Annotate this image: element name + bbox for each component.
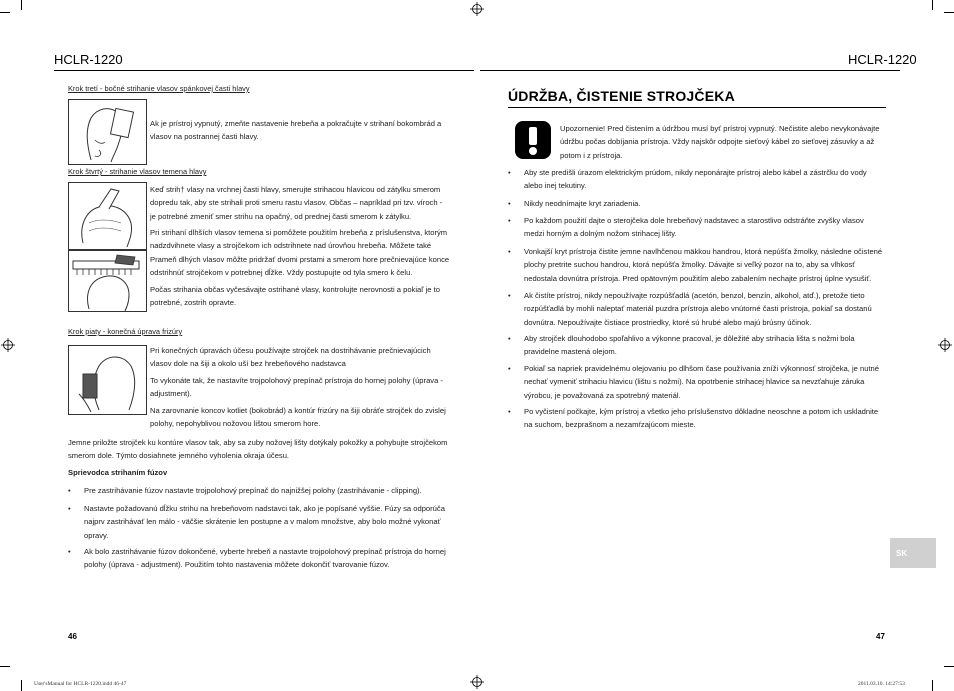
- page-number-left: 46: [68, 632, 77, 641]
- crop-mark: [944, 12, 954, 13]
- crop-mark: [944, 666, 954, 667]
- step4-illustration-top: [68, 182, 147, 250]
- language-tab-label: SK: [896, 549, 908, 558]
- beard-bullet-text: Pre zastrihávanie fúzov nastavte trojpolohový prepínač do najnižšej polohy (zastrihávanie - clipping).: [84, 486, 422, 495]
- registration-mark-icon: [938, 338, 952, 352]
- step3-illustration: [68, 99, 147, 165]
- step5-text-2: To vykonáte tak, že nastavíte trojpolohový prepínač prístroja do hornej polohy (úprava - adjustment).: [150, 376, 443, 399]
- warning-text: Upozornenie! Pred čistením a údržbou musí byť prístroj vypnutý. Nečistite alebo nevykonávajte údržbu počas dobíjania prístroja. Vždy najskôr odpojte sieťový kábel zo sieťovej zásuvky a až potom i z prístroja.: [560, 124, 880, 160]
- maintenance-bullet-text: Nikdy neodnímajte kryt zariadenia.: [524, 199, 641, 208]
- crop-mark: [21, 0, 22, 10]
- model-name-right: HCLR-1220: [848, 52, 917, 67]
- neck-trim-icon: [69, 346, 146, 414]
- page-title: ÚDRŽBA, ČISTENIE STROJČEKA: [508, 88, 735, 104]
- maintenance-bullet-text: Ak čistíte prístroj, nikdy nepoužívajte rozpúšťadlá (acetón, benzol, benzín, alkohol, atď.), pretože tieto rozpúšťadlá by mohli naleptať materiál puzdra prístroja alebo vnútorné časti prístroja, pokiaľ sa dostanú dovnútra. Nepoužívajte čistiace prostriedky, ktoré sú hrubé alebo majú brúsny účinok.: [524, 291, 872, 327]
- step5-heading: Krok piaty - konečná úprava frizúry: [68, 327, 183, 336]
- title-rule: [508, 107, 886, 108]
- maintenance-bullet-text: Pokiaľ sa napriek pravidelnému olejovaniu po dlhšom čase používania zníži výkonnosť strojčeka, je nutné nechať vymeniť strihaciu hlavicu (lištu s nožmi). Na opotrbenie strihacej hlavice sa nevzťahuje záruka výrobcu, je považovaná za spotrebný materiál.: [524, 364, 879, 400]
- head-top-trim-icon: [69, 183, 146, 249]
- beard-bullet-text: Nastavte požadovanú dĺžku strihu na hrebeňovom nadstavci tak, ako je popísané vyššie. Fúzy sa odporúča najprv zastrihávať len málo - väčšie skrátenie len postupne a v malom množstve, aby bolo možné vykonať opravy.: [84, 504, 445, 540]
- beard-bullet-text: Ak bolo zastrihávanie fúzov dokončené, vyberte hrebeň a nastavte trojpolohový prepínač prístroja do hornej polohy (úprava - adjustment). Použitím tohto nastavenia môžete dokončiť tvarovanie fúzov.: [84, 547, 446, 570]
- registration-mark-icon: [1, 338, 15, 352]
- step5-text-1: Pri konečných úpravách účesu používajte strojček na dostrihávanie prečnievajúcich vlasov dole na šiji a okolo uší bez hrebeňového nadstavca: [150, 346, 431, 369]
- footer-file-name: User'sManual for HCLR-1220.indd 46-47: [34, 681, 127, 687]
- step4-text-2: Pri strihaní dlhších vlasov temena si pomôžete použitím hrebeňa z príslušenstva, ktorým nadzdvihnete vlasy a strojčekom ich odstrihnete nad úrovňou hrebeňa. Môžete také Prameň dlhých vlasov môžte pridržať dvomi prstami a smerom hore prečnievajúce konce odstrihnúť strojčekom v potrebnej dĺžke. Vždy postupujte od tyla smero k čelu.: [150, 228, 450, 278]
- header-rule-right: [480, 70, 900, 71]
- crop-mark: [0, 666, 10, 667]
- footer-timestamp: 2011.03.10. 14:27:53: [858, 681, 905, 687]
- neck-contour-text: Jemne priložte strojček ku kontúre vlasov tak, aby sa zuby nožovej lišty dotýkaly pokožky a pohybujte strojčekom smerom dole. Týmto dosiahnete jemného vyholenia okraja účesu.: [68, 438, 448, 461]
- registration-mark-icon: [470, 675, 484, 689]
- comb-lift-icon: [69, 251, 146, 311]
- maintenance-bullet-text: Aby ste predišli úrazom elektrickým prúdom, nikdy neponárajte prístroj alebo kábel a zástrčku do vody alebo inej tekutiny.: [524, 168, 867, 191]
- crop-mark: [21, 680, 22, 691]
- step4-heading: Krok štvrtý - strihanie vlasov temena hlavy: [68, 167, 207, 176]
- page-number-right: 47: [876, 632, 885, 641]
- header-rule-left: [54, 70, 474, 71]
- maintenance-bullet-text: Po vyčistení počkajte, kým prístroj a všetko jeho príslušenstvo dôkladne neoschne a potom ich uskladnite na suchom, bezprašnom a nezamŕzajúcom mieste.: [524, 407, 879, 430]
- warning-exclamation-icon: [514, 120, 552, 160]
- crop-mark: [932, 0, 933, 10]
- step5-text-3: Na zarovnanie koncov kotliet (bokobrád) a kontúr frizúry na šiji obráťe strojček do zvislej polohy, nepohyblivou nožovou lištou smerom hore.: [150, 406, 446, 429]
- step4-text-1: Keď strih† vlasy na vrchnej časti hlavy, smerujte strihacou hlavicou od zátylku smerom dopredu tak, aby ste strihali proti smeru rastu vlasov. Občas – napríklad pri tzv. víroch - je potrebné zmeniť smer strihu na opačný, od prednej časti smerom k zátylku.: [150, 185, 443, 221]
- crop-mark: [932, 680, 933, 691]
- maintenance-bullet-text: Vonkajší kryt prístroja čistite jemne navlhčenou mäkkou handrou, ktorá nepúšťa žmolky, následne očistené plochy pretrite suchou handrou, ktorá nepúšťa žmolky. Dávajte si veľký pozor na to, aby sa vlhkosť nedostala dovnútra prístroja. Pred opätovným použitím alebo zabalením nechajte prístroj úplne vysušiť.: [524, 247, 883, 283]
- head-side-trim-icon: [69, 100, 146, 164]
- step5-illustration: [68, 345, 147, 415]
- beard-guide-title: Sprievodca strihaním fúzov: [68, 468, 168, 477]
- step4-illustration-bottom: [68, 250, 147, 312]
- step3-heading: Krok tretí - bočné strihanie vlasov spánkovej časti hlavy: [68, 84, 250, 93]
- maintenance-bullet-text: Aby strojček dlouhodobo spoľahlivo a výkonne pracoval, je dôležité aby strihacia lišta s nožmi bola pravidelne mastená olejom.: [524, 334, 855, 357]
- registration-mark-icon: [470, 2, 484, 16]
- language-tab: [890, 538, 936, 568]
- step3-text: Ak je prístroj vypnutý, zmeňte nastavenie hrebeňa a pokračujte v strihaní bokombrád a vlasov na postrannej časti hlavy.: [150, 119, 442, 142]
- maintenance-bullet-text: Po každom použití dajte o sterojčeka dole hrebeňový nadstavec a starostlivo odstráňte zvyšky vlasov medzi horným a dolným nožom strihacej lišty.: [524, 216, 864, 239]
- model-name-left: HCLR-1220: [54, 52, 123, 67]
- crop-mark: [0, 12, 10, 13]
- step4-text-3: Počas strihania občas vyčesávajte ostrihané vlasy, kontrolujte nerovnosti a pokiaľ je to potrebné, zostrih opravte.: [150, 285, 440, 308]
